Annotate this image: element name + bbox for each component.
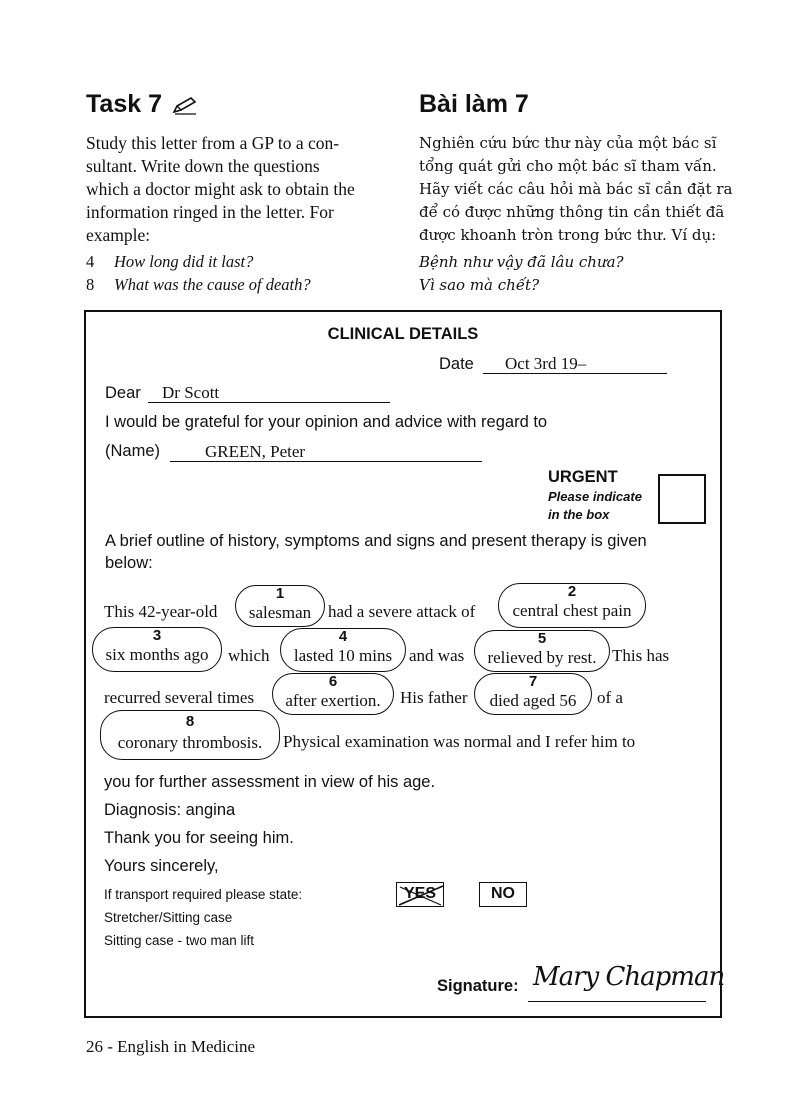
letter-text: His father bbox=[400, 688, 468, 707]
example-question: Vì sao mà chết? bbox=[419, 276, 540, 294]
example-number: 8 bbox=[86, 275, 95, 294]
example-item bbox=[86, 250, 396, 273]
instruction-line: Nghiên cứu bức thư này của một bác sĩ bbox=[419, 134, 717, 152]
ring-text: lasted 10 mins bbox=[293, 646, 393, 665]
bai-lam-title-text: Bài làm 7 bbox=[419, 90, 529, 118]
ring-number: 6 bbox=[328, 673, 338, 690]
ring-number: 7 bbox=[528, 673, 538, 690]
urgent-title: URGENT bbox=[548, 468, 618, 486]
instruction-line: Study this letter from a GP to a con- bbox=[86, 133, 340, 153]
form-title: CLINICAL DETAILS bbox=[327, 325, 479, 343]
example-number: 4 bbox=[86, 252, 95, 271]
dear-label: Dear bbox=[105, 384, 141, 402]
closing-line: Yours sincerely, bbox=[104, 857, 219, 875]
ring-number: 1 bbox=[275, 585, 285, 602]
urgent-note-line: Please indicate bbox=[548, 489, 642, 504]
instruction-line: Hãy viết các câu hỏi mà bác sĩ cần đặt ra bbox=[419, 180, 733, 198]
cross-out-icon bbox=[397, 883, 445, 908]
yes-label: YES bbox=[403, 885, 436, 902]
ringed-info-6 bbox=[272, 673, 394, 715]
task-title-text: Task 7 bbox=[86, 90, 162, 118]
letter-text: This has bbox=[612, 646, 670, 665]
instruction-line: sultant. Write down the questions bbox=[86, 156, 320, 176]
ring-text: after exertion. bbox=[285, 691, 381, 710]
ring-number: 8 bbox=[185, 713, 195, 730]
no-label: NO bbox=[491, 885, 515, 902]
ringed-info-4 bbox=[280, 628, 406, 672]
example-questions bbox=[86, 250, 396, 296]
ringed-info-5 bbox=[474, 630, 610, 672]
signature-underline bbox=[528, 1001, 706, 1002]
ringed-info-8 bbox=[100, 710, 280, 760]
ring-text: relieved by rest. bbox=[487, 648, 597, 667]
instruction-line: để có được những thông tin cần thiết đã bbox=[419, 203, 725, 221]
ring-text: salesman bbox=[248, 603, 312, 622]
ring-number: 3 bbox=[152, 627, 162, 644]
signature-label: Signature: bbox=[437, 977, 519, 995]
example-question: How long did it last? bbox=[114, 252, 254, 271]
transport-option: Sitting case - two man lift bbox=[104, 933, 255, 948]
bai-lam-title bbox=[419, 90, 529, 119]
page-footer: 26 - English in Medicine bbox=[86, 1037, 256, 1056]
no-option[interactable] bbox=[479, 882, 527, 907]
yes-option[interactable] bbox=[396, 882, 444, 907]
name-underline bbox=[170, 461, 482, 462]
ring-number: 5 bbox=[537, 630, 547, 647]
example-item bbox=[86, 273, 396, 296]
name-label: (Name) bbox=[105, 442, 161, 460]
outline-line: A brief outline of history, symptoms and signs and present therapy is given bbox=[105, 532, 647, 550]
ringed-info-1 bbox=[235, 585, 325, 627]
dear-underline bbox=[148, 402, 390, 403]
ringed-info-3 bbox=[92, 627, 222, 672]
ring-number: 4 bbox=[338, 628, 348, 645]
ringed-info-7 bbox=[474, 673, 592, 715]
urgent-checkbox[interactable] bbox=[658, 474, 706, 524]
transport-label: If transport required please state: bbox=[104, 887, 303, 902]
letter-text: of a bbox=[597, 688, 623, 707]
opinion-line: I would be grateful for your opinion and advice with regard to bbox=[105, 413, 548, 431]
transport-option: Stretcher/Sitting case bbox=[104, 910, 233, 925]
letter-text: recurred several times bbox=[104, 688, 255, 707]
vietnamese-instructions bbox=[419, 132, 739, 247]
example-question: What was the cause of death? bbox=[114, 275, 311, 294]
pencil-icon bbox=[172, 95, 198, 115]
patient-name: GREEN, Peter bbox=[205, 442, 306, 461]
instruction-line: which a doctor might ask to obtain the bbox=[86, 179, 355, 199]
date-underline bbox=[483, 373, 667, 374]
urgent-note bbox=[548, 488, 642, 524]
ring-text: central chest pain bbox=[512, 601, 632, 620]
letter-text: which bbox=[228, 646, 270, 665]
example-question: Bệnh như vậy đã lâu chưa? bbox=[419, 253, 624, 271]
signature: Mary Chapman bbox=[533, 962, 725, 992]
thanks-line: Thank you for seeing him. bbox=[104, 829, 294, 847]
letter-text: Physical examination was normal and I refer him to bbox=[283, 732, 636, 751]
ring-text: six months ago bbox=[105, 645, 209, 664]
diagnosis: Diagnosis: angina bbox=[104, 801, 236, 819]
date-label: Date bbox=[439, 355, 474, 373]
ring-text: died aged 56 bbox=[489, 691, 577, 710]
date-value: Oct 3rd 19– bbox=[505, 354, 587, 373]
vietnamese-examples bbox=[419, 251, 739, 297]
ringed-info-2 bbox=[498, 583, 646, 628]
letter-text: you for further assessment in view of his age. bbox=[104, 773, 436, 791]
instruction-line: được khoanh tròn trong bức thư. Ví dụ: bbox=[419, 226, 717, 244]
ring-text: coronary thrombosis. bbox=[117, 733, 263, 752]
outline-line: below: bbox=[105, 554, 153, 572]
task-title bbox=[86, 90, 198, 119]
letter-text: and was bbox=[409, 646, 465, 665]
letter-text: had a severe attack of bbox=[328, 602, 476, 621]
instruction-line: example: bbox=[86, 225, 151, 245]
instruction-line: tổng quát gửi cho một bác sĩ tham vấn. bbox=[419, 157, 717, 175]
ring-number: 2 bbox=[567, 583, 577, 600]
task-instructions bbox=[86, 132, 396, 247]
dear-value: Dr Scott bbox=[162, 383, 220, 402]
letter-text: This 42-year-old bbox=[104, 602, 218, 621]
instruction-line: information ringed in the letter. For bbox=[86, 202, 334, 222]
urgent-note-line: in the box bbox=[548, 507, 610, 522]
